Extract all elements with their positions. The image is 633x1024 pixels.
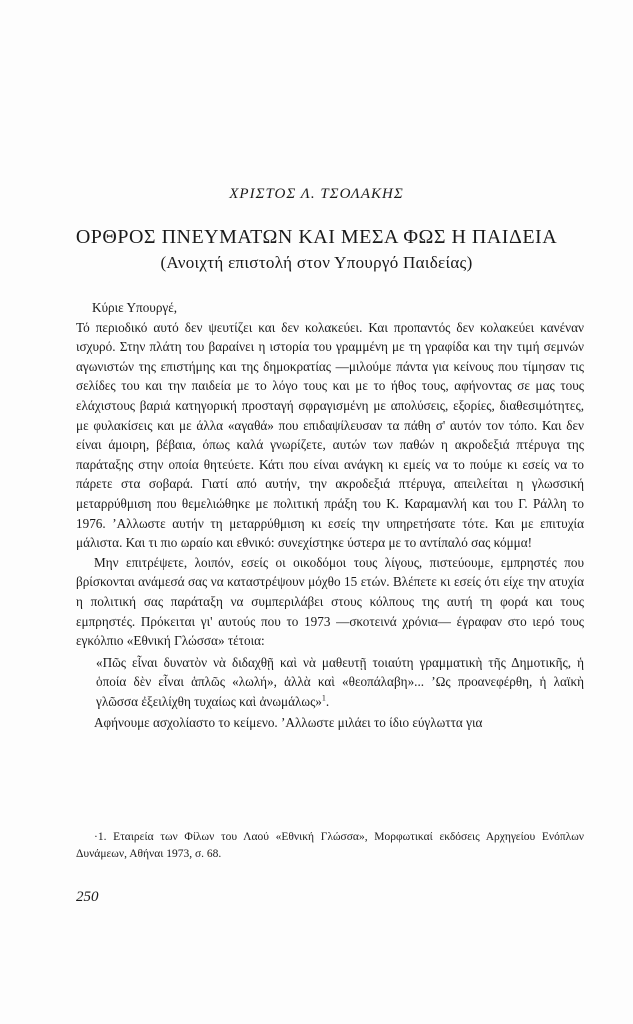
footnote-marker: 1: [321, 693, 326, 703]
article-title: ΟΡΘΡΟΣ ΠΝΕΥΜΑΤΩΝ ΚΑΙ ΜΕΣΑ ΦΩΣ Η ΠΑΙΔΕΙΑ: [75, 226, 558, 248]
quote-text: «Πῶς εἶναι δυνατὸν νὰ διδαχθῇ καὶ νὰ μαθευτῇ τοιαύτη γραμματικὴ τῆς Δημοτικῆς, ἡ ὁποία δὲν εἶναι ἁπλῶς «λωλή», ἀλλὰ καὶ «θεοπάλαβη»... ’Ως προανεφέρθη, ἡ λαϊκὴ γλῶσσα ἐξειλίχθη τυχαίως καὶ ἀνωμάλως»: [96, 654, 584, 709]
footnote: ·1. Εταιρεία των Φίλων του Λαού «Εθνική Γλώσσα», Μορφωτικαί εκδόσεις Αρχηγείου Ενόπλων Δυνάμεων, Αθήναι 1973, σ. 68.: [76, 831, 584, 860]
salutation: Κύριε Υπουργέ,: [92, 300, 178, 315]
paragraph-2: Μην επιτρέψετε, λοιπόν, εσείς οι οικοδόμοι τους λίγους, πιστεύουμε, εμπρηστές που βρίσκονται ανάμεσά σας να καταστρέψουν μόχθο 15 ετών. Βλέπετε κι εσείς ότι είχε την ατυχία η πολιτική σας παράταξη να συμπεριλάβει στους κόλπους της αυτή τη φορά και τους εμπρηστές. Πρόκειται γι' αυτούς που το 1973 —σκοτεινά χρόνια— έγραφαν στο ιερό τους εγκόλπιο «Εθνική Γλώσσα» τέτοια:: [76, 554, 584, 649]
article-body: [76, 298, 584, 733]
article-subtitle: (Ανοιχτή επιστολή στον Υπουργό Παιδείας): [160, 253, 473, 272]
paragraph-1: Τό περιοδικό αυτό δεν ψευτίζει και δεν κολακεύει. Και προπαντός δεν κολακεύει κανέναν ισχυρό. Στην πλάτη του βαραίνει η ιστορία του γραμμένη με τη γραφίδα και την τιμή σεμνών αγωνιστών της επιστήμης και της δημοκρατίας —μιλούμε πάντα για κείνους που τίμησαν τις σελίδες του και την παιδεία με το λόγο τους και με το ήθος τους, αφήνοντας σε μας τους ελάχιστους βαριά κατηγορική προσταγή σφραγισμένη με απολύσεις, εξορίες, διαθεσιμότητες, με φυλακίσεις και με άλλα «αγαθά» που επιδαψίλευσαν τα πάθη σ' αυτόν τον τόπο. Και δεν είναι άμοιρη, βέβαια, όπως καλά γνωρίζετε, αυτών των παθών η ακροδεξιά πτέρυγα της παράταξης στην οποία θητεύετε. Κάτι που είναι ανάγκη κι εμείς να το πούμε κι εσείς να το πάρετε στα σοβαρά. Γιατί από αυτήν, την ακροδεξιά πτέρυγα, απειλείται η γλωσσική μεταρρύθμιση που θεμελιώθηκε με πολιτική πράξη του Κ. Καραμανλή και του Γ. Ράλλη το 1976. ’Αλλωστε αυτήν τη μεταρρύθμιση κι εσείς την υπηρετήσατε τότε. Και με επιτυχία μάλιστα. Και τι πιο ωραίο και εθνικό: συνεχίστηκε ύστερα με το αντίπαλό σας κόμμα!: [76, 319, 584, 551]
paragraph-3: Αφήνουμε ασχολίαστο το κείμενο. ’Αλλωστε μιλάει το ίδιο εύγλωττα για: [94, 715, 483, 731]
quote-end: .: [325, 693, 330, 709]
block-quote: [96, 653, 584, 712]
author-name: ΧΡΙΣΤΟΣ Λ. ΤΣΟΛΑΚΗΣ: [229, 186, 404, 202]
page-number: 250: [76, 889, 99, 905]
